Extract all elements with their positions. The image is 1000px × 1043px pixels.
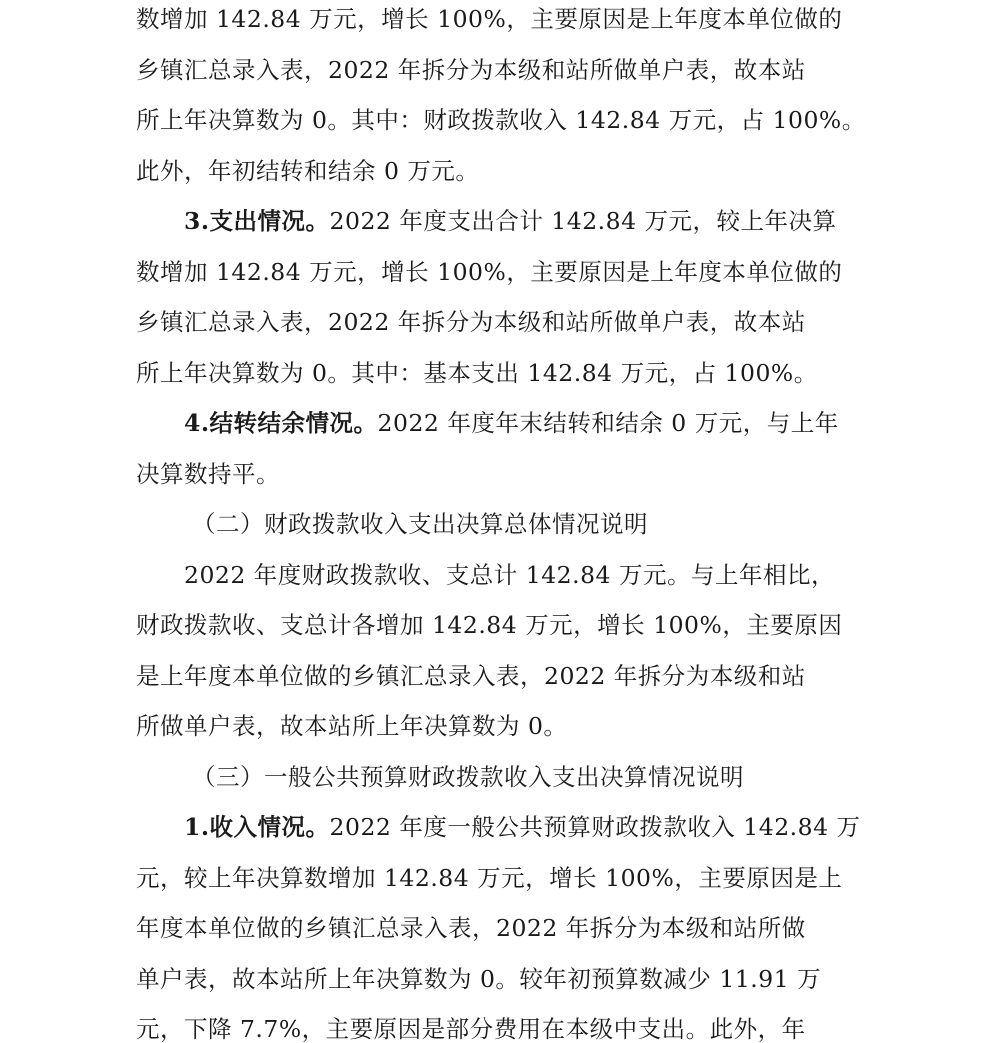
paragraph-heading: 1.收入情况。 (184, 813, 330, 841)
section-heading-3: （三）一般公共预算财政拨款收入支出决算情况说明 (192, 762, 744, 791)
paragraph-text: 2022 年度支出合计 142.84 万元，较上年决算 (329, 207, 837, 235)
paragraph-text: 2022 年度一般公共预算财政拨款收入 142.84 万 (329, 813, 861, 841)
text-line: 所做单户表，故本站所上年决算数为 0。 (136, 712, 568, 740)
text-line: 2022 年度财政拨款收、支总计 142.84 万元。与上年相比， (184, 560, 835, 589)
paragraph-heading: 3.支出情况。 (184, 207, 330, 235)
paragraph-heading: 4.结转结余情况。 (184, 409, 378, 437)
text-line: 数增加 142.84 万元，增长 100%，主要原因是上年度本单位做的 (136, 257, 843, 286)
text-line: 乡镇汇总录入表，2022 年拆分为本级和站所做单户表，故本站 (136, 308, 806, 336)
paragraph-carryover (136, 398, 876, 449)
text-line: 年度本单位做的乡镇汇总录入表，2022 年拆分为本级和站所做 (136, 914, 806, 942)
text-line: 是上年度本单位做的乡镇汇总录入表，2022 年拆分为本级和站 (136, 661, 806, 690)
section-heading-2: （二）财政拨款收入支出决算总体情况说明 (192, 510, 648, 538)
text-line: 元，较上年决算数增加 142.84 万元，增长 100%，主要原因是上 (136, 863, 843, 892)
text-line: 乡镇汇总录入表，2022 年拆分为本级和站所做单户表，故本站 (136, 55, 806, 84)
text-line: 单户表，故本站所上年决算数为 0。较年初预算数减少 11.91 万 (136, 964, 822, 993)
document-body (136, 0, 876, 1043)
text-line: 数增加 142.84 万元，增长 100%，主要原因是上年度本单位做的 (136, 5, 843, 33)
text-line: 财政拨款收、支总计各增加 142.84 万元，增长 100%，主要原因 (136, 611, 843, 639)
paragraph-income (136, 802, 876, 853)
text-line: 元，下降 7.7%，主要原因是部分费用在本级中支出。此外，年 (136, 1015, 806, 1043)
paragraph-text: 2022 年度年末结转和结余 0 万元，与上年 (377, 409, 839, 437)
text-line: 决算数持平。 (136, 459, 280, 488)
text-line: 所上年决算数为 0。其中：财政拨款收入 142.84 万元，占 100%。 (136, 106, 866, 134)
paragraph-expenditure (136, 196, 876, 247)
text-line: 此外，年初结转和结余 0 万元。 (136, 156, 480, 185)
text-line: 所上年决算数为 0。其中：基本支出 142.84 万元，占 100%。 (136, 358, 818, 387)
